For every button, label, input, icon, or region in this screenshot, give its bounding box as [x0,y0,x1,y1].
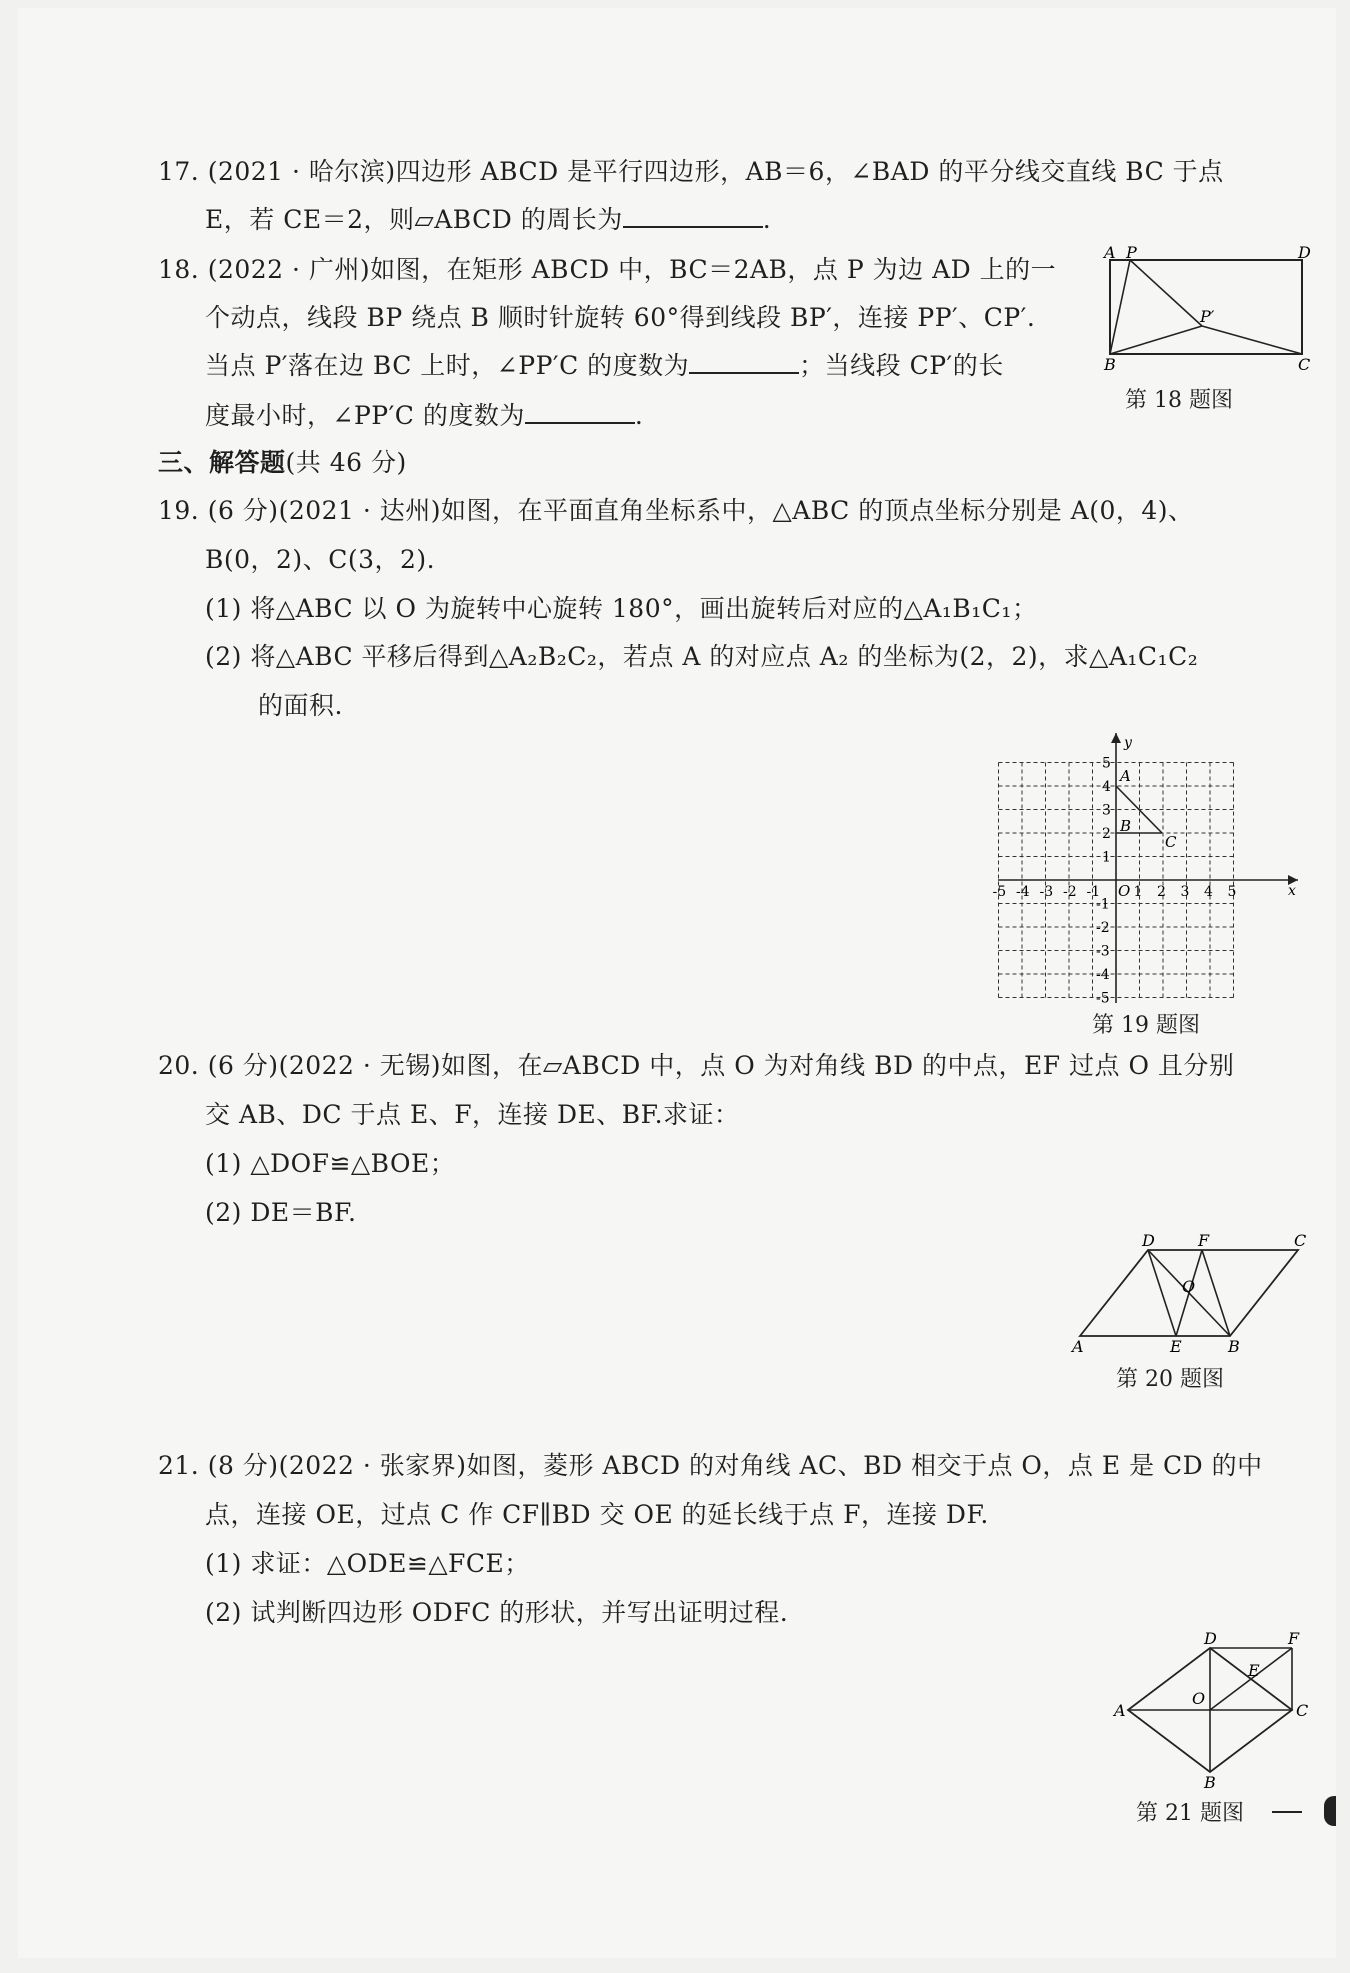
y-tick-label: 4 [1102,779,1111,795]
section-heading [158,445,407,481]
label-d: D [1298,243,1311,262]
y-axis-arrow [1111,733,1121,743]
q17-line1: 17. (2021 · 哈尔滨)四边形 ABCD 是平行四边形，AB＝6，∠BAD 的平分线交直线 BC 于点 [158,157,1224,186]
label-b: B [1228,1337,1240,1356]
q20-figure [1058,1228,1318,1356]
segment-de [1148,1250,1176,1336]
page-number-dash [1272,1811,1302,1813]
y-tick-label: -1 [1096,896,1110,913]
label-e: E [1170,1337,1182,1356]
y-tick-label: -5 [1096,990,1110,1007]
y-tick-labels [1096,756,1111,1007]
label-a: A [1114,1701,1126,1720]
q21-line1: 21. (8 分)(2022 · 张家界)如图，菱形 ABCD 的对角线 AC、BD 相交于点 O，点 E 是 CD 的中 [158,1451,1263,1480]
q18-line3-text: 当点 P′落在边 BC 上时，∠PP′C 的度数为 [205,351,690,380]
label-a: A [1104,243,1116,262]
q20-part2: (2) DE＝BF. [205,1198,357,1227]
label-d: D [1142,1231,1155,1250]
x-tick-label: 3 [1180,884,1190,900]
q18-line1: 18. (2022 · 广州)如图，在矩形 ABCD 中，BC＝2AB，点 P 为边 AD 上的一 [158,255,1057,284]
section-title: 三、解答题 [158,448,286,477]
q18-line3 [205,348,1004,384]
answer-blank [623,202,763,228]
y-tick-label: 5 [1102,755,1111,772]
q20-line1: 20. (6 分)(2022 · 无锡)如图，在▱ABCD 中，点 O 为对角线 BD 的中点，EF 过点 O 且分别 [158,1051,1235,1080]
q21-part2: (2) 试判断四边形 ODFC 的形状，并写出证明过程. [205,1598,789,1627]
x-tick-label: 4 [1204,884,1213,900]
q19-part2-cont: 的面积. [258,691,343,720]
label-a: A [1072,1337,1084,1356]
q19-part1: (1) 将△ABC 以 O 为旋转中心旋转 180°，画出旋转后对应的△A₁B₁C₁； [205,594,1038,623]
label-d: D [1204,1629,1217,1648]
q18-figure [1088,243,1318,374]
segment-bp-prime [1110,326,1202,354]
q21-part1: (1) 求证：△ODE≌△FCE； [205,1549,530,1578]
label-c: C [1294,1231,1307,1250]
q18-line4-text: 度最小时，∠PP′C 的度数为 [205,401,525,430]
q17-line2-text: E，若 CE＝2，则▱ABCD 的周长为 [205,205,623,234]
y-tick-label: 1 [1102,849,1111,866]
x-tick-label: -5 [992,884,1007,900]
x-tick-label: -3 [1039,884,1054,900]
label-f: F [1198,1231,1210,1250]
q18-caption: 第 18 题图 [1125,388,1233,413]
worksheet-page [18,8,1336,1958]
label-o: O [1182,1277,1196,1296]
q20-part1: (1) △DOF≌△BOE； [205,1149,456,1178]
q19-coordinate-grid [992,733,1298,1013]
q18-line4-end: . [634,401,644,430]
label-p-prime: P′ [1200,307,1215,326]
q17-line2-end: . [762,205,772,234]
y-tick-label: 2 [1102,826,1111,842]
x-tick-label: 2 [1157,884,1166,900]
point-b-label: B [1120,817,1132,835]
x-tick-label: 5 [1227,884,1237,900]
origin-label: O [1118,882,1131,900]
q18-line2: 个动点，线段 BP 绕点 B 顺时针旋转 60°得到线段 BP′，连接 PP′、CP′. [205,303,1036,332]
section-points: (共 46 分) [285,448,407,477]
y-tick-label: -3 [1096,943,1110,960]
q20-caption: 第 20 题图 [1116,1367,1224,1392]
q21-caption: 第 21 题图 [1136,1801,1244,1826]
x-tick-label: -2 [1063,884,1077,900]
q21-line2: 点，连接 OE，过点 C 作 CF∥BD 交 OE 的延长线于点 F，连接 DF. [205,1500,989,1529]
label-p: P [1126,243,1137,262]
segment-bp [1110,260,1130,354]
q20-line2: 交 AB、DC 于点 E、F，连接 DE、BF.求证： [205,1100,740,1129]
q19-line2: B(0，2)、C(3，2). [205,545,436,574]
y-axis-label: y [1124,735,1132,751]
q21-figure [1088,1628,1318,1792]
y-tick-label: -4 [1096,967,1110,983]
q18-line4 [205,398,643,434]
label-o: O [1192,1689,1206,1708]
x-tick-label: 1 [1133,884,1143,900]
q17-line2 [205,202,771,238]
q19-line1: 19. (6 分)(2021 · 达州)如图，在平面直角坐标系中，△ABC 的顶点坐标分别是 A(0，4)、 [158,496,1194,525]
x-tick-label: -4 [1016,884,1030,900]
segment-cp-prime [1202,326,1302,354]
q18-line3-end: ；当线段 CP′的长 [799,351,1004,380]
label-f: F [1288,1629,1300,1648]
label-c: C [1296,1701,1309,1720]
x-tick-label: -1 [1086,884,1101,900]
point-a-label: A [1120,767,1131,785]
y-tick-label: 3 [1102,802,1111,819]
y-tick-label: -2 [1096,920,1110,936]
label-b: B [1104,355,1116,374]
answer-blank [689,348,799,374]
label-c: C [1298,355,1311,374]
answer-blank [525,398,635,424]
x-axis-label: x [1288,883,1296,899]
point-c-label: C [1165,833,1177,851]
label-b: B [1204,1773,1216,1792]
segment-bf [1202,1250,1230,1336]
label-e: E [1248,1661,1260,1680]
q19-caption: 第 19 题图 [1092,1013,1200,1038]
page-number-edge [1324,1796,1336,1826]
segment-pp-prime [1130,260,1202,326]
q19-part2: (2) 将△ABC 平移后得到△A₂B₂C₂，若点 A 的对应点 A₂ 的坐标为(2，2)，求△A₁C₁C₂ [205,642,1199,671]
x-tick-labels [993,884,1237,900]
